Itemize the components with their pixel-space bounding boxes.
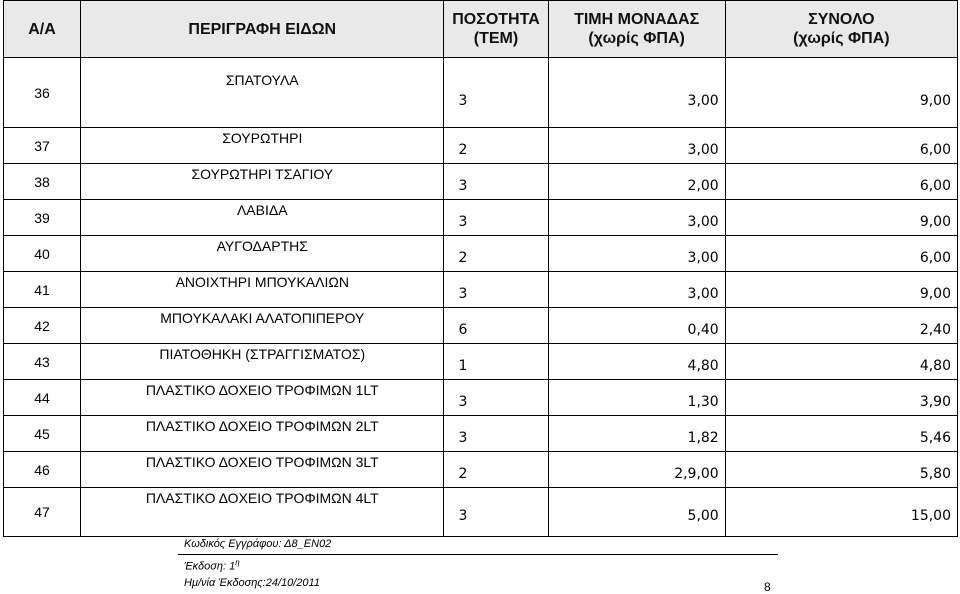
table-row <box>4 380 958 416</box>
row-total <box>725 344 957 380</box>
header-total-line2: (χωρίς ΦΠΑ) <box>793 30 890 47</box>
row-description <box>81 344 444 380</box>
table-row <box>4 236 958 272</box>
edition-label: Έκδοση: 1 <box>184 560 236 573</box>
row-total-text: 5,46 <box>919 430 951 446</box>
header-aa: Α/Α <box>4 1 81 58</box>
row-quantity-text: 3 <box>458 178 468 194</box>
row-quantity <box>444 236 548 272</box>
row-total <box>725 308 957 344</box>
row-description-text: ΑΝΟΙΧΤΗΡΙ ΜΠΟΥΚΑΛΙΩΝ <box>175 274 349 290</box>
row-quantity <box>444 344 548 380</box>
row-description-text: ΣΟΥΡΩΤΗΡΙ <box>222 130 303 146</box>
row-total-text: 9,00 <box>919 214 951 230</box>
row-description <box>81 236 444 272</box>
row-description-text: ΛΑΒΙΔΑ <box>236 202 288 218</box>
row-quantity <box>444 488 548 537</box>
row-unit-price-text: 1,30 <box>687 394 719 410</box>
row-description-text: ΜΠΟΥΚΑΛΑΚΙ ΑΛΑΤΟΠΙΠΕΡΟΥ <box>160 310 365 326</box>
row-number: 38 <box>4 164 81 200</box>
row-unit-price <box>548 272 725 308</box>
row-number: 47 <box>4 488 81 537</box>
table-row <box>4 128 958 164</box>
issue-date: Ημ/νία Έκδοσης:24/10/2011 <box>184 577 320 589</box>
row-quantity-text: 2 <box>458 466 468 482</box>
header-unit-price-line1: ΤΙΜΗ ΜΟΝΑΔΑΣ <box>574 11 700 28</box>
row-total-text: 6,00 <box>919 250 951 266</box>
row-total-text: 6,00 <box>919 178 951 194</box>
row-total-text: 2,40 <box>919 322 951 338</box>
page-number: 8 <box>764 580 771 594</box>
row-total-text: 9,00 <box>919 286 951 302</box>
row-description <box>81 164 444 200</box>
row-total <box>725 488 957 537</box>
edition-superscript: η <box>235 558 240 567</box>
row-total-text: 15,00 <box>910 508 951 524</box>
row-total <box>725 452 957 488</box>
table-row <box>4 308 958 344</box>
row-description <box>81 272 444 308</box>
table-row <box>4 416 958 452</box>
row-unit-price <box>548 416 725 452</box>
table-row <box>4 488 958 537</box>
row-unit-price-text: 1,82 <box>687 430 719 446</box>
row-quantity-text: 3 <box>458 93 468 109</box>
row-description <box>81 452 444 488</box>
table-row <box>4 452 958 488</box>
row-total <box>725 236 957 272</box>
row-description-text: ΠΛΑΣΤΙΚΟ ΔΟΧΕΙΟ ΤΡΟΦΙΜΩΝ 3LT <box>145 454 379 470</box>
row-description-text: ΣΟΥΡΩΤΗΡΙ ΤΣΑΓΙΟΥ <box>191 166 334 182</box>
row-total-text: 9,00 <box>919 93 951 109</box>
row-unit-price-text: 4,80 <box>687 358 719 374</box>
row-unit-price <box>548 58 725 128</box>
document-code: Κωδικός Εγγράφου: Δ8_ΕΝ02 <box>184 538 332 550</box>
row-unit-price <box>548 236 725 272</box>
row-quantity <box>444 308 548 344</box>
header-description: ΠΕΡΙΓΡΑΦΗ ΕΙΔΩΝ <box>81 1 444 58</box>
row-quantity <box>444 452 548 488</box>
row-number: 40 <box>4 236 81 272</box>
row-quantity <box>444 200 548 236</box>
row-unit-price-text: 3,00 <box>687 214 719 230</box>
row-description-text: ΠΛΑΣΤΙΚΟ ΔΟΧΕΙΟ ΤΡΟΦΙΜΩΝ 1LT <box>145 382 379 398</box>
row-unit-price-text: 2,00 <box>687 178 719 194</box>
row-number: 45 <box>4 416 81 452</box>
row-unit-price-text: 3,00 <box>687 142 719 158</box>
row-quantity-text: 2 <box>458 142 468 158</box>
row-description <box>81 380 444 416</box>
row-description-text: ΠΛΑΣΤΙΚΟ ΔΟΧΕΙΟ ΤΡΟΦΙΜΩΝ 4LT <box>145 490 379 506</box>
row-total <box>725 416 957 452</box>
row-total <box>725 272 957 308</box>
footer-divider <box>178 554 778 555</box>
header-unit-price <box>548 1 725 58</box>
row-quantity <box>444 164 548 200</box>
row-total-text: 3,90 <box>919 394 951 410</box>
row-description <box>81 488 444 537</box>
row-description <box>81 58 444 128</box>
row-unit-price-text: 3,00 <box>687 93 719 109</box>
header-row <box>4 1 958 58</box>
row-total <box>725 128 957 164</box>
row-total-text: 6,00 <box>919 142 951 158</box>
items-table <box>3 0 958 537</box>
row-description <box>81 200 444 236</box>
table-row <box>4 58 958 128</box>
header-total <box>725 1 957 58</box>
table-row <box>4 200 958 236</box>
row-unit-price <box>548 488 725 537</box>
row-total <box>725 380 957 416</box>
row-number: 36 <box>4 58 81 128</box>
row-total <box>725 164 957 200</box>
row-quantity <box>444 416 548 452</box>
row-total <box>725 58 957 128</box>
row-unit-price <box>548 308 725 344</box>
row-unit-price-text: 0,40 <box>687 322 719 338</box>
row-unit-price-text: 5,00 <box>687 508 719 524</box>
row-quantity-text: 1 <box>458 358 468 374</box>
row-quantity <box>444 128 548 164</box>
row-total-text: 4,80 <box>919 358 951 374</box>
row-unit-price <box>548 344 725 380</box>
row-unit-price <box>548 452 725 488</box>
row-quantity <box>444 272 548 308</box>
row-number: 42 <box>4 308 81 344</box>
row-description-text: ΑΥΓΟΔΑΡΤΗΣ <box>216 238 308 254</box>
header-unit-price-line2: (χωρίς ΦΠΑ) <box>588 30 685 47</box>
row-number: 37 <box>4 128 81 164</box>
header-quantity-line2: (ΤΕΜ) <box>473 30 519 47</box>
header-quantity-line1: ΠΟΣΟΤΗΤΑ <box>452 11 540 28</box>
row-quantity-text: 3 <box>458 286 468 302</box>
row-quantity-text: 3 <box>458 508 468 524</box>
row-number: 43 <box>4 344 81 380</box>
row-description <box>81 128 444 164</box>
row-unit-price <box>548 380 725 416</box>
row-quantity <box>444 380 548 416</box>
row-description-text: ΠΛΑΣΤΙΚΟ ΔΟΧΕΙΟ ΤΡΟΦΙΜΩΝ 2LT <box>145 418 379 434</box>
table-row <box>4 344 958 380</box>
row-unit-price <box>548 128 725 164</box>
row-description <box>81 308 444 344</box>
row-quantity-text: 3 <box>458 214 468 230</box>
row-unit-price-text: 3,00 <box>687 250 719 266</box>
row-quantity-text: 6 <box>458 322 468 338</box>
row-quantity-text: 2 <box>458 250 468 266</box>
row-number: 41 <box>4 272 81 308</box>
row-unit-price <box>548 200 725 236</box>
row-description-text: ΣΠΑΤΟΥΛΑ <box>225 72 299 88</box>
edition <box>184 558 240 573</box>
row-description-text: ΠΙΑΤΟΘΗΚΗ (ΣΤΡΑΓΓΙΣΜΑΤΟΣ) <box>159 346 366 362</box>
row-number: 46 <box>4 452 81 488</box>
table-row <box>4 164 958 200</box>
header-quantity <box>444 1 548 58</box>
row-description <box>81 416 444 452</box>
row-quantity <box>444 58 548 128</box>
row-quantity-text: 3 <box>458 430 468 446</box>
row-quantity-text: 3 <box>458 394 468 410</box>
row-total-text: 5,80 <box>919 466 951 482</box>
row-unit-price-text: 3,00 <box>687 286 719 302</box>
row-number: 39 <box>4 200 81 236</box>
table-row <box>4 272 958 308</box>
row-unit-price-text: 2,9,00 <box>674 466 719 482</box>
row-number: 44 <box>4 380 81 416</box>
row-unit-price <box>548 164 725 200</box>
header-total-line1: ΣΥΝΟΛΟ <box>808 11 875 28</box>
row-total <box>725 200 957 236</box>
